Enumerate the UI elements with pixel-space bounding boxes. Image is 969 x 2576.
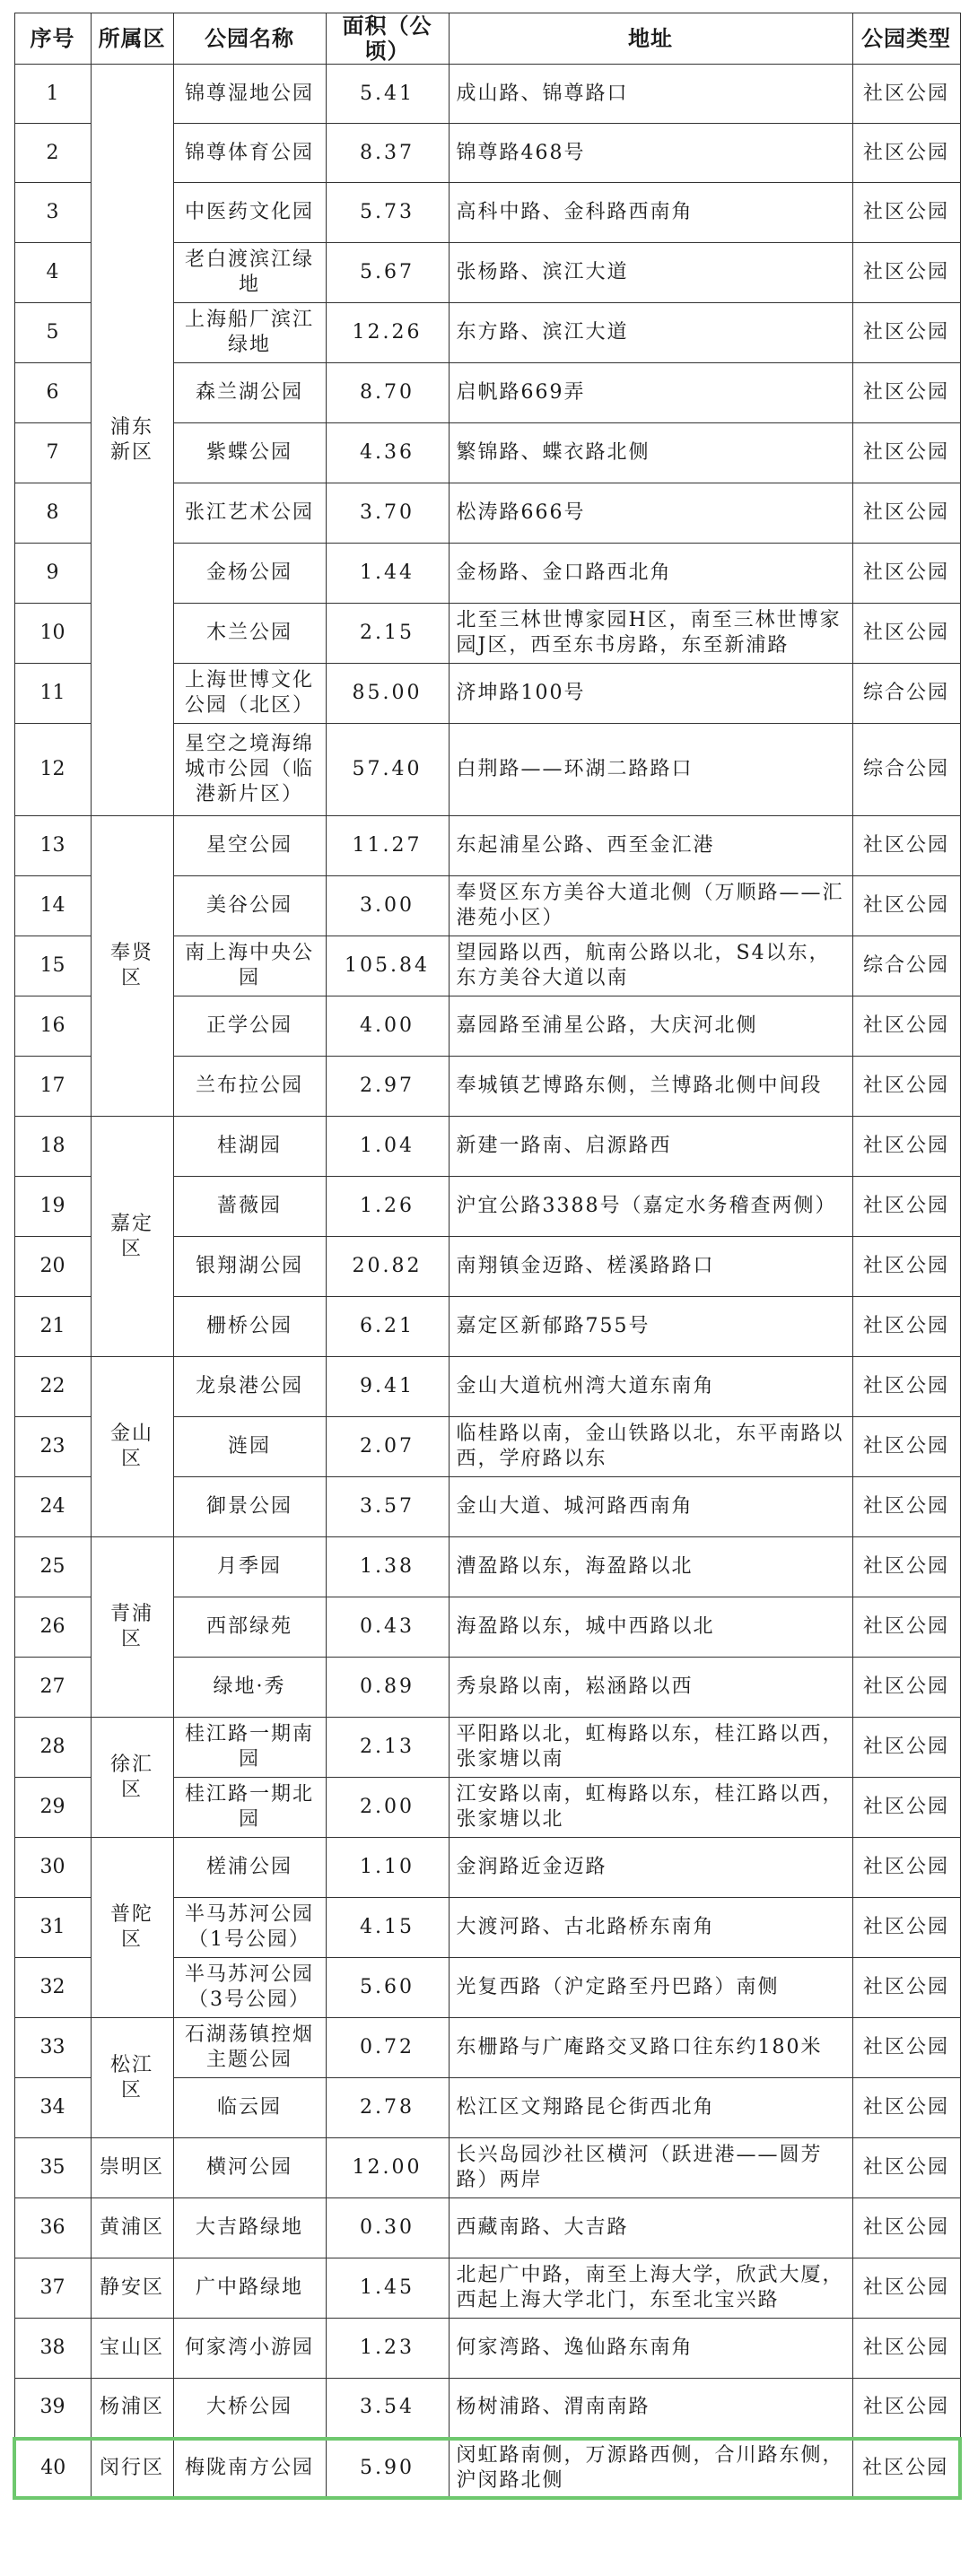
- cell-no: 25: [14, 1537, 91, 1597]
- cell-park-type: 社区公园: [852, 1477, 960, 1537]
- cell-park-name: 中医药文化园: [173, 183, 326, 243]
- cell-park-type: 社区公园: [852, 1537, 960, 1597]
- cell-park-name: 美谷公园: [173, 876, 326, 936]
- cell-park-name: 星空之境海绵城市公园（临港新片区）: [173, 724, 326, 816]
- cell-park-type: 社区公园: [852, 1658, 960, 1718]
- cell-area: 0.43: [326, 1597, 449, 1658]
- cell-park-type: 社区公园: [852, 1838, 960, 1898]
- cell-park-type: 社区公园: [852, 1898, 960, 1958]
- cell-no: 26: [14, 1597, 91, 1658]
- cell-park-type: 社区公园: [852, 1778, 960, 1838]
- cell-address: 西藏南路、大吉路: [449, 2198, 852, 2258]
- table-row: [14, 2439, 960, 2498]
- cell-park-type: 社区公园: [852, 2018, 960, 2078]
- cell-address: 高科中路、金科路西南角: [449, 183, 852, 243]
- cell-park-type: 社区公园: [852, 1417, 960, 1477]
- cell-address: 嘉园路至浦星公路，大庆河北侧: [449, 996, 852, 1057]
- cell-no: 10: [14, 604, 91, 664]
- cell-park-type: 社区公园: [852, 2138, 960, 2198]
- cell-address: 松江区文翔路昆仑街西北角: [449, 2078, 852, 2138]
- cell-district: 黄浦区: [91, 2198, 173, 2258]
- cell-area: 1.04: [326, 1117, 449, 1177]
- park-list-document: [13, 13, 958, 2500]
- cell-park-name: 桂江路一期南园: [173, 1718, 326, 1778]
- cell-address: 繁锦路、蝶衣路北侧: [449, 423, 852, 483]
- cell-area: 12.26: [326, 303, 449, 363]
- park-table: [13, 13, 962, 2500]
- cell-no: 38: [14, 2319, 91, 2379]
- cell-park-type: 社区公园: [852, 243, 960, 303]
- cell-park-type: 社区公园: [852, 2439, 960, 2498]
- cell-park-type: 社区公园: [852, 604, 960, 664]
- cell-park-name: 广中路绿地: [173, 2258, 326, 2319]
- cell-district: 嘉定区: [91, 1117, 173, 1357]
- cell-area: 5.73: [326, 183, 449, 243]
- cell-park-name: 桂江路一期北园: [173, 1778, 326, 1838]
- cell-no: 29: [14, 1778, 91, 1838]
- cell-area: 6.21: [326, 1297, 449, 1357]
- table-row: [14, 1838, 960, 1898]
- cell-address: 沪宜公路3388号（嘉定水务稽查两侧）: [449, 1177, 852, 1237]
- cell-area: 3.70: [326, 483, 449, 544]
- cell-area: 3.54: [326, 2379, 449, 2439]
- cell-area: 1.26: [326, 1177, 449, 1237]
- cell-district: 金山区: [91, 1357, 173, 1537]
- cell-park-name: 星空公园: [173, 816, 326, 876]
- cell-address: 杨树浦路、渭南南路: [449, 2379, 852, 2439]
- cell-no: 28: [14, 1718, 91, 1778]
- table-row: [14, 65, 960, 124]
- cell-address: 何家湾路、逸仙路东南角: [449, 2319, 852, 2379]
- header-no: 序号: [14, 13, 91, 65]
- cell-address: 长兴岛园沙社区横河（跃进港——圆芳路）两岸: [449, 2138, 852, 2198]
- cell-area: 12.00: [326, 2138, 449, 2198]
- cell-park-type: 社区公园: [852, 2198, 960, 2258]
- table-row: [14, 2319, 960, 2379]
- cell-park-type: 社区公园: [852, 816, 960, 876]
- cell-address: 北起广中路，南至上海大学，欣武大厦，西起上海大学北门，东至北宝兴路: [449, 2258, 852, 2319]
- cell-park-type: 社区公园: [852, 1597, 960, 1658]
- cell-park-name: 桂湖园: [173, 1117, 326, 1177]
- cell-park-name: 栅桥公园: [173, 1297, 326, 1357]
- table-row: [14, 2198, 960, 2258]
- cell-area: 57.40: [326, 724, 449, 816]
- cell-district: 闵行区: [91, 2439, 173, 2498]
- cell-area: 2.07: [326, 1417, 449, 1477]
- cell-park-type: 社区公园: [852, 183, 960, 243]
- cell-park-name: 梅陇南方公园: [173, 2439, 326, 2498]
- cell-no: 8: [14, 483, 91, 544]
- cell-no: 2: [14, 124, 91, 183]
- cell-park-name: 兰布拉公园: [173, 1057, 326, 1117]
- table-body: [14, 65, 960, 2498]
- table-row: [14, 2258, 960, 2319]
- cell-park-name: 半马苏河公园（3号公园）: [173, 1958, 326, 2018]
- cell-no: 1: [14, 65, 91, 124]
- cell-area: 0.72: [326, 2018, 449, 2078]
- cell-area: 2.78: [326, 2078, 449, 2138]
- cell-park-type: 社区公园: [852, 2319, 960, 2379]
- cell-address: 成山路、锦尊路口: [449, 65, 852, 124]
- cell-park-name: 张江艺术公园: [173, 483, 326, 544]
- cell-area: 4.15: [326, 1898, 449, 1958]
- cell-no: 6: [14, 363, 91, 423]
- table-row: [14, 2379, 960, 2439]
- cell-no: 22: [14, 1357, 91, 1417]
- cell-park-name: 森兰湖公园: [173, 363, 326, 423]
- cell-park-type: 社区公园: [852, 1057, 960, 1117]
- cell-no: 13: [14, 816, 91, 876]
- cell-park-type: 社区公园: [852, 483, 960, 544]
- table-header-row: [14, 13, 960, 65]
- cell-park-name: 何家湾小游园: [173, 2319, 326, 2379]
- cell-district: 奉贤区: [91, 816, 173, 1117]
- cell-park-name: 大吉路绿地: [173, 2198, 326, 2258]
- cell-no: 16: [14, 996, 91, 1057]
- cell-no: 23: [14, 1417, 91, 1477]
- header-district: 所属区: [91, 13, 173, 65]
- cell-park-name: 涟园: [173, 1417, 326, 1477]
- cell-no: 17: [14, 1057, 91, 1117]
- cell-park-type: 综合公园: [852, 936, 960, 996]
- cell-no: 40: [14, 2439, 91, 2498]
- cell-no: 36: [14, 2198, 91, 2258]
- cell-area: 3.00: [326, 876, 449, 936]
- cell-address: 南翔镇金迈路、槎溪路路口: [449, 1237, 852, 1297]
- cell-park-name: 锦尊湿地公园: [173, 65, 326, 124]
- cell-area: 5.41: [326, 65, 449, 124]
- cell-area: 5.67: [326, 243, 449, 303]
- cell-address: 漕盈路以东，海盈路以北: [449, 1537, 852, 1597]
- cell-area: 1.38: [326, 1537, 449, 1597]
- cell-no: 21: [14, 1297, 91, 1357]
- cell-park-name: 锦尊体育公园: [173, 124, 326, 183]
- cell-park-type: 社区公园: [852, 423, 960, 483]
- cell-no: 9: [14, 544, 91, 604]
- cell-park-name: 蔷薇园: [173, 1177, 326, 1237]
- cell-address: 金山大道、城河路西南角: [449, 1477, 852, 1537]
- cell-address: 东起浦星公路、西至金汇港: [449, 816, 852, 876]
- cell-area: 1.23: [326, 2319, 449, 2379]
- cell-no: 33: [14, 2018, 91, 2078]
- cell-no: 18: [14, 1117, 91, 1177]
- cell-park-name: 绿地·秀: [173, 1658, 326, 1718]
- cell-address: 大渡河路、古北路桥东南角: [449, 1898, 852, 1958]
- cell-park-type: 社区公园: [852, 2258, 960, 2319]
- cell-district: 普陀区: [91, 1838, 173, 2018]
- cell-address: 松涛路666号: [449, 483, 852, 544]
- cell-no: 5: [14, 303, 91, 363]
- table-row: [14, 1537, 960, 1597]
- cell-park-type: 社区公园: [852, 2379, 960, 2439]
- cell-address: 嘉定区新郁路755号: [449, 1297, 852, 1357]
- cell-park-name: 正学公园: [173, 996, 326, 1057]
- cell-park-type: 社区公园: [852, 876, 960, 936]
- cell-park-name: 上海世博文化公园（北区）: [173, 664, 326, 724]
- cell-area: 4.00: [326, 996, 449, 1057]
- cell-area: 5.90: [326, 2439, 449, 2498]
- cell-park-type: 社区公园: [852, 1117, 960, 1177]
- cell-area: 105.84: [326, 936, 449, 996]
- cell-park-type: 社区公园: [852, 1177, 960, 1237]
- cell-district: 浦东新区: [91, 65, 173, 816]
- cell-address: 北至三林世博家园H区，南至三林世博家园J区，西至东书房路，东至新浦路: [449, 604, 852, 664]
- cell-park-type: 社区公园: [852, 124, 960, 183]
- cell-address: 望园路以西，航南公路以北，S4以东，东方美谷大道以南: [449, 936, 852, 996]
- cell-address: 东方路、滨江大道: [449, 303, 852, 363]
- cell-area: 9.41: [326, 1357, 449, 1417]
- table-row: [14, 2138, 960, 2198]
- cell-park-type: 社区公园: [852, 1357, 960, 1417]
- cell-address: 临桂路以南，金山铁路以北，东平南路以西，学府路以东: [449, 1417, 852, 1477]
- cell-area: 5.60: [326, 1958, 449, 2018]
- cell-address: 白荆路——环湖二路路口: [449, 724, 852, 816]
- cell-park-type: 社区公园: [852, 1718, 960, 1778]
- cell-park-name: 横河公园: [173, 2138, 326, 2198]
- cell-no: 12: [14, 724, 91, 816]
- cell-park-name: 月季园: [173, 1537, 326, 1597]
- cell-no: 32: [14, 1958, 91, 2018]
- cell-district: 静安区: [91, 2258, 173, 2319]
- cell-address: 奉贤区东方美谷大道北侧（万顺路——汇港苑小区）: [449, 876, 852, 936]
- cell-no: 15: [14, 936, 91, 996]
- cell-address: 平阳路以北，虹梅路以东，桂江路以西，张家塘以南: [449, 1718, 852, 1778]
- cell-no: 4: [14, 243, 91, 303]
- header-address: 地址: [449, 13, 852, 65]
- cell-area: 1.45: [326, 2258, 449, 2319]
- cell-park-name: 老白渡滨江绿地: [173, 243, 326, 303]
- cell-no: 31: [14, 1898, 91, 1958]
- cell-address: 锦尊路468号: [449, 124, 852, 183]
- cell-park-name: 上海船厂滨江绿地: [173, 303, 326, 363]
- cell-area: 2.97: [326, 1057, 449, 1117]
- table-row: [14, 2018, 960, 2078]
- cell-park-type: 社区公园: [852, 1297, 960, 1357]
- cell-no: 14: [14, 876, 91, 936]
- cell-park-type: 综合公园: [852, 724, 960, 816]
- cell-no: 7: [14, 423, 91, 483]
- cell-area: 3.57: [326, 1477, 449, 1537]
- cell-area: 2.00: [326, 1778, 449, 1838]
- cell-no: 30: [14, 1838, 91, 1898]
- cell-area: 2.13: [326, 1718, 449, 1778]
- cell-address: 江安路以南，虹梅路以东，桂江路以西，张家塘以北: [449, 1778, 852, 1838]
- cell-park-name: 石湖荡镇控烟主题公园: [173, 2018, 326, 2078]
- cell-area: 8.70: [326, 363, 449, 423]
- cell-park-name: 南上海中央公园: [173, 936, 326, 996]
- cell-park-type: 综合公园: [852, 664, 960, 724]
- table-row: [14, 1357, 960, 1417]
- cell-park-type: 社区公园: [852, 1237, 960, 1297]
- cell-address: 新建一路南、启源路西: [449, 1117, 852, 1177]
- cell-address: 金杨路、金口路西北角: [449, 544, 852, 604]
- cell-park-name: 槎浦公园: [173, 1838, 326, 1898]
- cell-district: 宝山区: [91, 2319, 173, 2379]
- cell-district: 青浦区: [91, 1537, 173, 1718]
- cell-area: 8.37: [326, 124, 449, 183]
- cell-address: 济坤路100号: [449, 664, 852, 724]
- cell-area: 1.10: [326, 1838, 449, 1898]
- cell-park-name: 御景公园: [173, 1477, 326, 1537]
- cell-park-type: 社区公园: [852, 996, 960, 1057]
- cell-address: 张杨路、滨江大道: [449, 243, 852, 303]
- cell-address: 秀泉路以南，崧涵路以西: [449, 1658, 852, 1718]
- cell-address: 奉城镇艺博路东侧，兰博路北侧中间段: [449, 1057, 852, 1117]
- cell-park-name: 临云园: [173, 2078, 326, 2138]
- cell-no: 27: [14, 1658, 91, 1718]
- cell-address: 闵虹路南侧，万源路西侧，合川路东侧，沪闵路北侧: [449, 2439, 852, 2498]
- table-row: [14, 816, 960, 876]
- cell-park-type: 社区公园: [852, 1958, 960, 2018]
- cell-park-type: 社区公园: [852, 2078, 960, 2138]
- cell-address: 东栅路与广庵路交叉路口往东约180米: [449, 2018, 852, 2078]
- cell-address: 金润路近金迈路: [449, 1838, 852, 1898]
- cell-park-name: 大桥公园: [173, 2379, 326, 2439]
- cell-address: 海盈路以东，城中西路以北: [449, 1597, 852, 1658]
- table-row: [14, 1117, 960, 1177]
- cell-no: 35: [14, 2138, 91, 2198]
- table-row: [14, 1718, 960, 1778]
- cell-park-name: 半马苏河公园（1号公园）: [173, 1898, 326, 1958]
- cell-no: 37: [14, 2258, 91, 2319]
- cell-area: 20.82: [326, 1237, 449, 1297]
- cell-area: 11.27: [326, 816, 449, 876]
- cell-park-type: 社区公园: [852, 65, 960, 124]
- cell-no: 19: [14, 1177, 91, 1237]
- header-park-name: 公园名称: [173, 13, 326, 65]
- cell-district: 崇明区: [91, 2138, 173, 2198]
- cell-no: 24: [14, 1477, 91, 1537]
- cell-no: 34: [14, 2078, 91, 2138]
- cell-address: 金山大道杭州湾大道东南角: [449, 1357, 852, 1417]
- cell-park-name: 龙泉港公园: [173, 1357, 326, 1417]
- cell-district: 松江区: [91, 2018, 173, 2138]
- cell-area: 0.30: [326, 2198, 449, 2258]
- cell-address: 启帆路669弄: [449, 363, 852, 423]
- cell-park-name: 金杨公园: [173, 544, 326, 604]
- cell-district: 徐汇区: [91, 1718, 173, 1838]
- cell-park-name: 银翔湖公园: [173, 1237, 326, 1297]
- cell-park-name: 紫蝶公园: [173, 423, 326, 483]
- cell-area: 1.44: [326, 544, 449, 604]
- cell-park-name: 木兰公园: [173, 604, 326, 664]
- cell-park-type: 社区公园: [852, 544, 960, 604]
- header-park-type: 公园类型: [852, 13, 960, 65]
- cell-area: 2.15: [326, 604, 449, 664]
- cell-area: 4.36: [326, 423, 449, 483]
- cell-park-name: 西部绿苑: [173, 1597, 326, 1658]
- cell-no: 39: [14, 2379, 91, 2439]
- cell-park-type: 社区公园: [852, 303, 960, 363]
- cell-no: 3: [14, 183, 91, 243]
- cell-area: 0.89: [326, 1658, 449, 1718]
- header-area: 面积（公顷）: [326, 13, 449, 65]
- cell-no: 20: [14, 1237, 91, 1297]
- cell-district: 杨浦区: [91, 2379, 173, 2439]
- cell-park-type: 社区公园: [852, 363, 960, 423]
- cell-area: 85.00: [326, 664, 449, 724]
- cell-address: 光复西路（沪定路至丹巴路）南侧: [449, 1958, 852, 2018]
- cell-no: 11: [14, 664, 91, 724]
